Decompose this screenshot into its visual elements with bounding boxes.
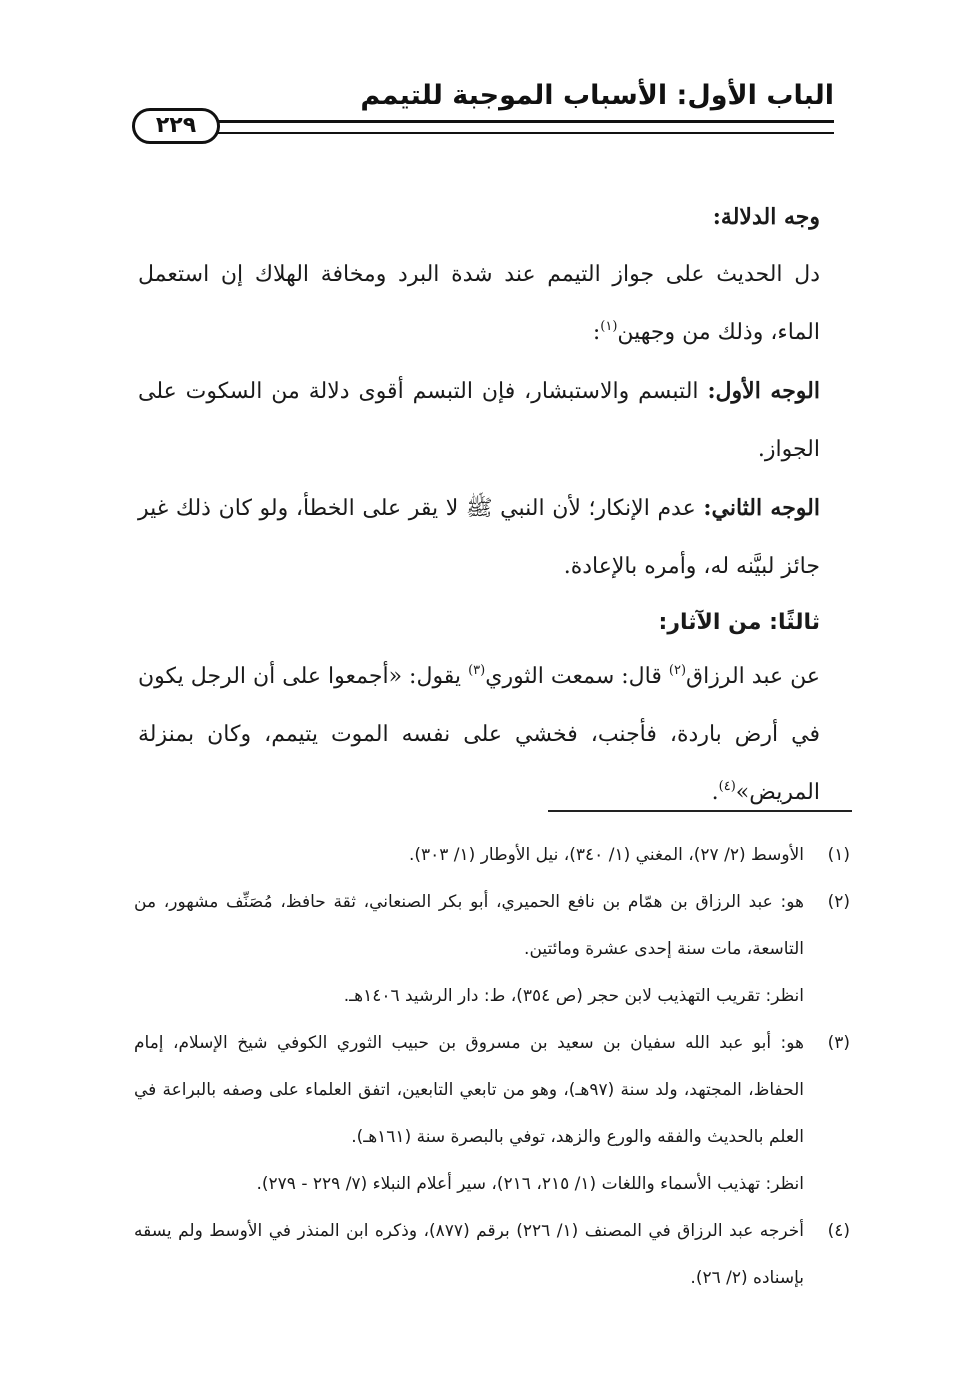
footnote-item <box>134 832 850 879</box>
section-subheading-wajh: وجه الدلالة: <box>712 204 820 230</box>
footnote-text: هو: عبد الرزاق بن همّام بن نافع الحميري، أبو بكر الصنعاني، ثقة حافظ، مُصَنِّف مشهور، من التاسعة، مات سنة إحدى عشرة ومائتين. <box>134 892 804 959</box>
footnote-separator <box>548 810 852 812</box>
footnote-item <box>134 879 850 1020</box>
paragraph-text: دل الحديث على جواز التيمم عند شدة البرد ومخافة الهلاك إن استعمل الماء، وذلك من وجهين <box>138 262 820 345</box>
paragraph-lead: الوجه الأول: <box>707 378 820 404</box>
main-text <box>138 188 820 822</box>
paragraph-text: عدم الإنكار؛ لأن النبي ﷺ لا يقر على الخطأ، ولو كان ذلك غير جائز لبيَّنه له، وأمره بالإعادة. <box>138 496 820 579</box>
paragraph-lead: الوجه الثاني: <box>703 495 820 521</box>
footnote-number: (٣) <box>827 1033 850 1053</box>
paragraph-first-aspect <box>138 362 820 479</box>
paragraph-text: التبسم والاستبشار، فإن التبسم أقوى دلالة من السكوت على الجواز. <box>138 379 820 462</box>
paragraph-text: يقول: «أجمعوا على أن الرجل يكون في أرض باردة، فأجنب، فخشي على نفسه الموت يتيمم، وكان بمنزلة المريض» <box>138 664 820 805</box>
footnote-ref-1[interactable]: (١) <box>600 319 618 334</box>
footnote-text: أخرجه عبد الرزاق في المصنف (١/ ٢٢٦) برقم (٨٧٧)، وذكره ابن المنذر في الأوسط ولم يسقه بإسناده (٢/ ٢٦). <box>134 1221 804 1288</box>
paragraph-text: . <box>711 780 719 805</box>
footnote-ref-4[interactable]: (٤) <box>718 779 736 794</box>
paragraph-athar-quote <box>138 648 820 822</box>
paragraph-dalala <box>138 246 820 362</box>
footnote-ref-2[interactable]: (٢) <box>668 663 687 678</box>
page-number-badge: ٢٢٩ <box>132 108 220 144</box>
footnotes <box>134 832 850 1302</box>
footnote-number: (٤) <box>827 1221 850 1241</box>
paragraph-text: عن عبد الرزاق <box>686 664 820 689</box>
footnote-text: الأوسط (٢/ ٢٧)، المغني (١/ ٣٤٠)، نيل الأوطار (١/ ٣٠٣). <box>408 845 804 865</box>
header-double-rule <box>200 120 834 134</box>
section-heading-athar: ثالثًا: من الآثار: <box>658 610 820 635</box>
paragraph-text: : <box>592 320 601 345</box>
footnote-number: (٢) <box>827 892 850 912</box>
footnote-text: هو: أبو عبد الله سفيان بن سعيد بن مسروق بن حبيب الثوري الكوفي شيخ الإسلام، إمام الحفاظ، المجتهد، ولد سنة (٩٧هـ)، وهو من تابعي التابعين، اتفق العلماء على وصفه بالبراعة في العلم بالحديث والفقه والورع والزهد، توفي بالبصرة سنة (١٦١هـ). <box>134 1033 804 1147</box>
footnote-item <box>134 1020 850 1208</box>
footnote-number: (١) <box>827 845 850 865</box>
paragraph-second-aspect <box>138 479 820 596</box>
footnote-ref-3[interactable]: (٣) <box>468 663 486 678</box>
running-chapter-title: الباب الأول: الأسباب الموجبة للتيمم <box>360 80 834 111</box>
footnote-source: انظر: تقريب التهذيب لابن حجر (ص ٣٥٤)، ط: دار الرشيد ١٤٠٦هـ. <box>343 986 804 1006</box>
paragraph-text: قال: سمعت الثوري <box>485 664 669 689</box>
footnote-item <box>134 1208 850 1302</box>
footnote-source: انظر: تهذيب الأسماء واللغات (١/ ٢١٥، ٢١٦)، سير أعلام النبلاء (٧/ ٢٢٩ - ٢٧٩). <box>256 1174 804 1194</box>
